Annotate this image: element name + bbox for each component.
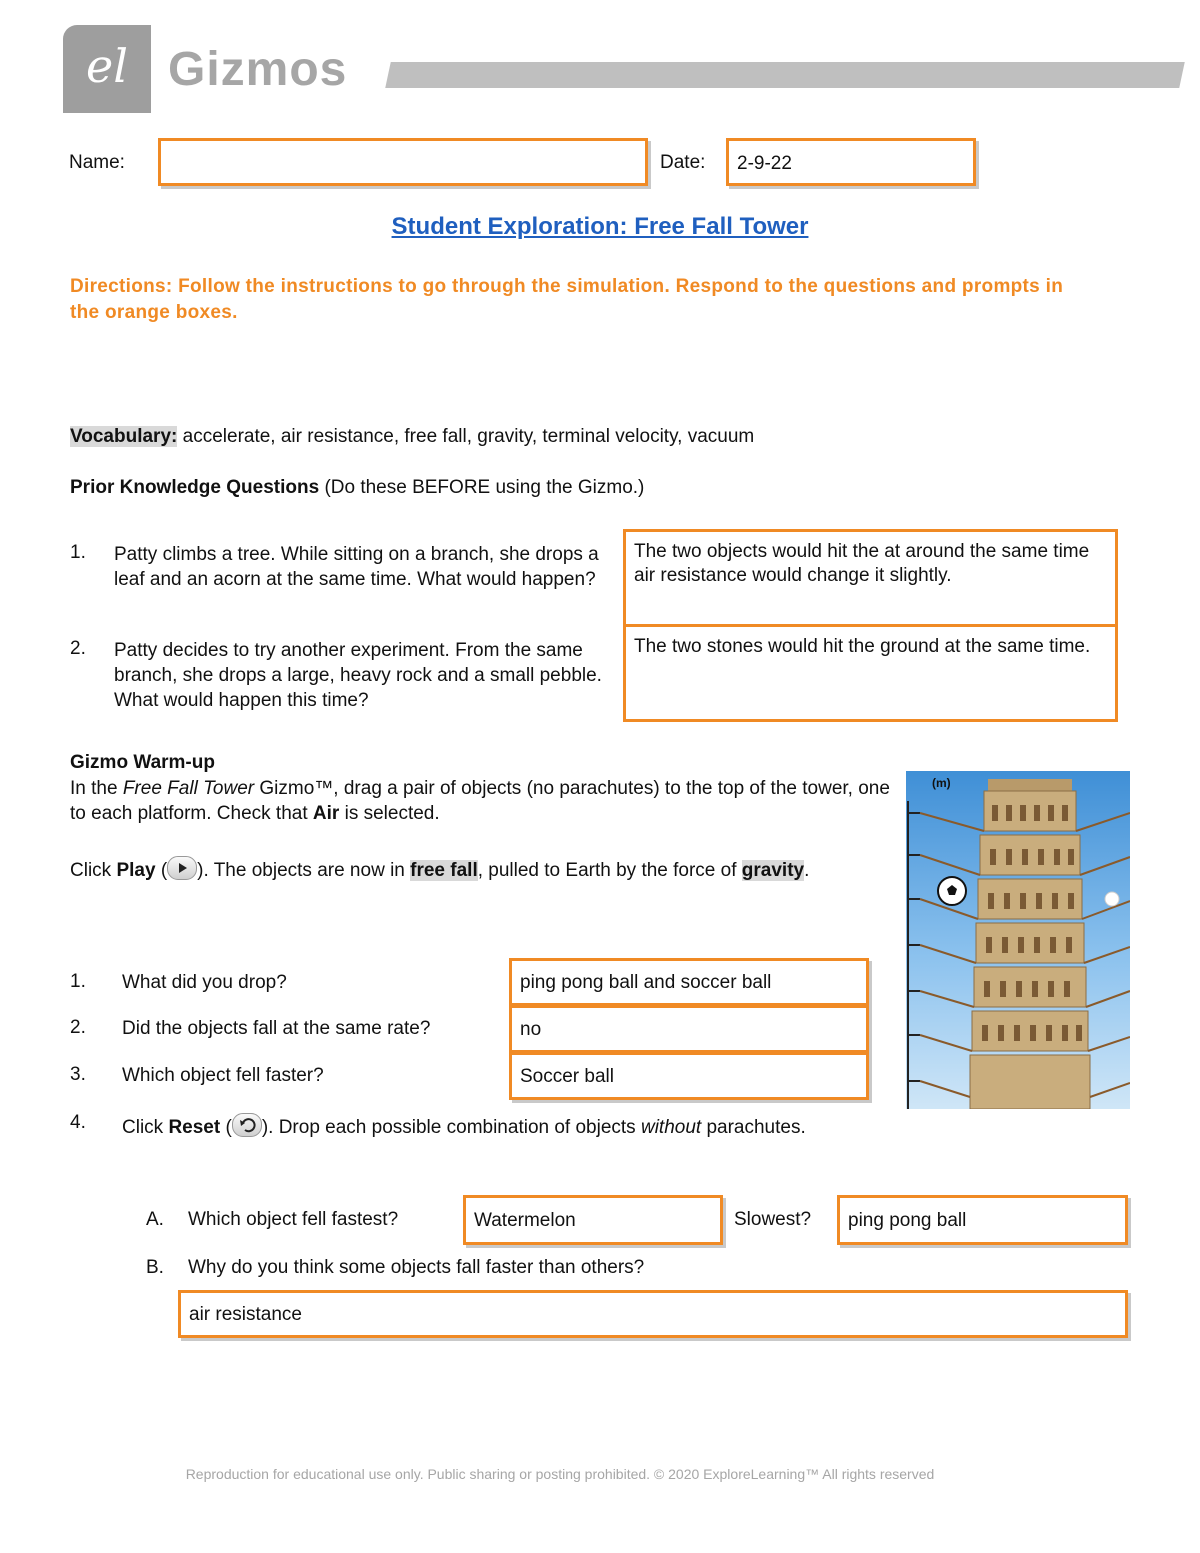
sub-a-text: Which object fell fastest? — [188, 1209, 399, 1230]
warmup-p2-a: Click — [70, 860, 117, 881]
warmup-q4-b: ( — [220, 1117, 232, 1138]
header-bar — [385, 62, 1185, 88]
warmup-q4-d: parachutes. — [701, 1117, 806, 1138]
slowest-answer[interactable]: ping pong ball — [837, 1195, 1128, 1245]
warmup-p1-c: is selected. — [339, 803, 440, 824]
name-label: Name: — [69, 152, 125, 173]
vocabulary-label: Vocabulary: — [70, 426, 178, 447]
sub-b-text: Why do you think some objects fall faster than others? — [188, 1257, 645, 1278]
warmup-q4-text — [122, 1115, 822, 1141]
warmup-q4-c: ). Drop each possible combination of objects — [261, 1117, 641, 1138]
tower-unit-label: (m) — [932, 776, 951, 790]
sub-b-label: B. — [146, 1257, 164, 1278]
slowest-label: Slowest? — [734, 1209, 812, 1230]
warmup-q4-number: 4. — [70, 1112, 86, 1133]
prior-q1-number: 1. — [70, 542, 86, 563]
vocabulary — [70, 426, 754, 448]
prior-q1-text: Patty climbs a tree. While sitting on a branch, she drops a leaf and an acorn at the same time. What would happen? — [114, 544, 599, 590]
warmup-q2-text: Did the objects fall at the same rate? — [122, 1018, 431, 1039]
prior-heading-note: (Do these BEFORE using the Gizmo.) — [324, 477, 645, 498]
warmup-p1-a: In the — [70, 778, 123, 799]
warmup-q3-number: 3. — [70, 1064, 86, 1085]
fastest-answer[interactable]: Watermelon — [463, 1195, 723, 1245]
warmup-q2-answer[interactable]: no — [509, 1005, 869, 1053]
gizmos-logo-badge — [63, 25, 151, 113]
sub-a-label: A. — [146, 1209, 164, 1230]
prior-q2-number: 2. — [70, 638, 86, 659]
warmup-q1-answer[interactable]: ping pong ball and soccer ball — [509, 958, 869, 1006]
brand-name: Gizmos — [168, 43, 348, 96]
date-field[interactable]: 2-9-22 — [726, 138, 976, 186]
warmup-p2-e: . — [804, 860, 810, 881]
prior-q2-answer[interactable]: The two stones would hit the ground at the same time. — [623, 624, 1118, 722]
warmup-paragraph-2 — [70, 858, 870, 884]
tower-illustration — [906, 771, 1130, 1109]
warmup-q1-text: What did you drop? — [122, 972, 287, 993]
vocabulary-text: accelerate, air resistance, free fall, gravity, terminal velocity, vacuum — [182, 426, 755, 447]
warmup-p2-b: ( — [155, 860, 168, 881]
footer-copyright: Reproduction for educational use only. Public sharing or posting prohibited. © 2020 ExploreLearning™ All rights reserved — [185, 1466, 935, 1482]
warmup-q3-answer[interactable]: Soccer ball — [509, 1052, 869, 1100]
prior-q2-text: Patty decides to try another experiment. From the same branch, she drops a large, heavy rock and a small pebble. What would happen this time? — [114, 640, 602, 711]
prior-heading — [70, 477, 644, 499]
warmup-p2-highlight-gravity: gravity — [741, 860, 805, 881]
warmup-q4-italic: without — [640, 1117, 702, 1138]
tower-image — [906, 771, 1130, 1109]
logo-glyph: el — [86, 39, 128, 93]
warmup-p2-highlight-free-fall: free fall — [410, 860, 478, 881]
warmup-p1-italic: Free Fall Tower — [122, 778, 255, 799]
name-field[interactable] — [158, 138, 648, 186]
directions: Directions: Follow the instructions to go through the simulation. Respond to the questions and prompts in the orange boxes. — [70, 276, 1064, 323]
reset-icon — [232, 1113, 262, 1137]
date-label: Date: — [660, 152, 706, 173]
warmup-p2-c: ). The objects are now in — [197, 860, 411, 881]
warmup-p2-d: , pulled to Earth by the force of — [477, 860, 742, 881]
play-icon — [167, 856, 197, 880]
warmup-p1-b: Gizmo™, drag a pair of objects (no parachutes) to the top of the tower, one to each platform. Check that — [70, 778, 890, 824]
warmup-p2-bold: Play — [116, 860, 156, 881]
prior-q1-answer[interactable]: The two objects would hit the at around the same time air resistance would change it slightly. — [623, 529, 1118, 627]
sub-b-answer[interactable]: air resistance — [178, 1290, 1128, 1338]
warmup-q4-a: Click — [122, 1117, 169, 1138]
warmup-paragraph-1 — [70, 776, 900, 826]
page-title: Student Exploration: Free Fall Tower — [391, 213, 809, 240]
ping-pong-ball-icon — [1105, 892, 1119, 906]
warmup-q2-number: 2. — [70, 1017, 86, 1038]
warmup-heading: Gizmo Warm-up — [70, 752, 215, 773]
warmup-q1-number: 1. — [70, 971, 86, 992]
warmup-q4-bold: Reset — [168, 1117, 221, 1138]
prior-heading-title: Prior Knowledge Questions — [70, 477, 320, 498]
warmup-q3-text: Which object fell faster? — [122, 1065, 324, 1086]
warmup-p1-bold: Air — [312, 803, 340, 824]
